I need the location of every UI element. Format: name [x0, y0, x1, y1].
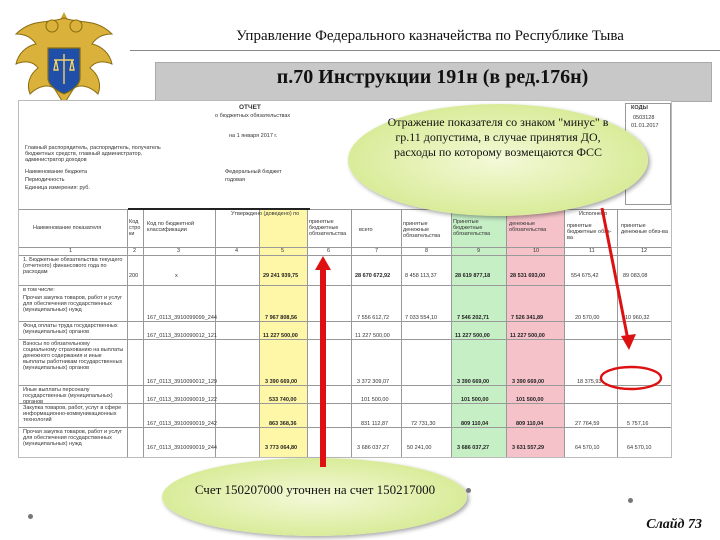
col-num-6: 6	[327, 248, 331, 254]
row-value: 101 500,00	[461, 397, 489, 403]
row-label: в том числе:	[23, 287, 55, 293]
form-title: ОТЧЕТ	[239, 104, 261, 111]
row-value: 50 241,00	[407, 445, 432, 451]
row-value: 8 458 113,37	[405, 273, 437, 279]
row-value: 89 083,08	[623, 273, 648, 279]
col-num-7: 7	[375, 248, 379, 254]
form-date: на 1 января 2017 г.	[229, 133, 278, 139]
label-authority: Главный распорядитель, распорядитель, получатель бюджетных средств, главный администратор, администратор доходов	[25, 145, 161, 163]
row-value: 3 390 669,00	[457, 379, 490, 385]
col-header-4: Утверждено (доведено) по	[231, 211, 300, 217]
row-value: 101 500,00	[516, 397, 544, 403]
row-value: 533 740,00	[269, 397, 297, 403]
header-divider	[130, 50, 720, 51]
row-label: Закупка товаров, работ, услуг в сфере информационно-коммуникационных технологий	[23, 405, 122, 423]
row-label: Прочая закупка товаров, работ и услуг для обеспечения государственных (муниципальных) нужд	[23, 295, 123, 313]
col-num-9: 9	[477, 248, 481, 254]
callout-minus-sign-text: Отражение показателя со знаком "минус" в гр.11 допустима, в случае принятия ДО, расходы по которому возмещаются ФСС	[387, 115, 609, 159]
row-value: 20 570,00	[575, 315, 600, 321]
col-header-1: Наименование показателя	[33, 225, 102, 231]
label-units: Единица измерения: руб.	[25, 185, 90, 191]
decor-dot	[628, 498, 633, 503]
col-header-11: принятые бюджетные обяз-ва	[567, 223, 612, 241]
col-header-3: Код по бюджетной классификации	[147, 221, 195, 233]
row-value: 72 731,30	[411, 421, 436, 427]
row-value: 831 112,87	[361, 421, 389, 427]
row-kbk: 167_0113_3910090019_122	[147, 397, 217, 403]
row-label: Взносы по обязательному социальному страхованию на выплаты денежного содержания и иные выплаты работникам государственных (муниципальных) органов	[23, 341, 124, 371]
row-label: 1. Бюджетные обязательства текущего (отчетного) финансового года по расходам	[23, 257, 123, 275]
row-value: 11 227 500,00	[355, 333, 390, 339]
col-header-9: денежные обязательства	[509, 221, 547, 233]
slide-number: Слайд 73	[646, 517, 702, 532]
row-value: 863 368,36	[269, 421, 297, 427]
col-num-3: 3	[177, 248, 181, 254]
col-num-2: 2	[133, 248, 137, 254]
row-value: 10 960,32	[625, 315, 650, 321]
form-subtitle: о бюджетных обязательствах	[215, 113, 291, 119]
col-num-11: 11	[589, 248, 595, 254]
col-num-1: 1	[69, 248, 73, 254]
row-value: 28 670 672,92	[355, 273, 391, 279]
slide-title: п.70 Инструкции 191н (в ред.176н)	[276, 66, 589, 88]
codes-header: КОДЫ	[631, 105, 648, 111]
col-header-12: принятые денежные обяз-ва	[621, 223, 668, 235]
label-budget: Наименование бюджета	[25, 169, 88, 175]
row-kbk: х	[175, 273, 178, 279]
row-value: 101 500,00	[361, 397, 389, 403]
row-value: 3 390 669,00	[512, 379, 545, 385]
col-header-2: Код стро ки	[129, 219, 141, 237]
row-kbk: 167_0113_3910090012_121	[147, 333, 217, 339]
col-num-8: 8	[425, 248, 429, 254]
row-value: 11 227 500,00	[263, 333, 298, 339]
row-value: 64 570,10	[627, 445, 652, 451]
row-value: 64 570,10	[575, 445, 600, 451]
organization-title: Управление Федерального казначейства по Республике Тыва	[236, 28, 624, 44]
row-value: 3 773 064,80	[265, 445, 298, 451]
callout-account-change-text: Счет 150207000 уточнен на счет 150217000	[194, 482, 436, 497]
row-value: 7 967 808,56	[265, 315, 298, 321]
col-num-12: 12	[641, 248, 648, 254]
row-value: 809 110,04	[516, 421, 544, 427]
col-num-5: 5	[281, 248, 285, 254]
label-periodicity: Периодичность	[25, 177, 65, 183]
row-value: 7 556 612,72	[357, 315, 390, 321]
col-num-4: 4	[235, 248, 239, 254]
row-value: 3 686 037,27	[357, 445, 390, 451]
row-kbk: 167_0113_3910090012_129	[147, 379, 217, 385]
row-value: 554 675,42	[571, 273, 599, 279]
col-num-10: 10	[533, 248, 540, 254]
row-label: Иные выплаты персоналу государственных (муниципальных) органов	[23, 387, 113, 405]
decor-dot	[28, 514, 33, 519]
row-value: 3 631 557,29	[512, 445, 545, 451]
row-value: 7 526 341,89	[511, 315, 544, 321]
row-value: 3 372 309,07	[357, 379, 390, 385]
row-value: 29 241 939,75	[263, 273, 299, 279]
row-value: 3 390 669,00	[265, 379, 298, 385]
periodicity-value: годовая	[225, 177, 245, 183]
row-code: 200	[129, 273, 139, 279]
col-header-5: принятые бюджетные обязательства	[309, 219, 347, 237]
row-value: 3 686 037,27	[457, 445, 490, 451]
row-value-highlighted: 18 375,93	[577, 379, 602, 385]
row-value: 28 531 693,00	[510, 273, 546, 279]
row-value: 11 227 500,00	[510, 333, 545, 339]
code-form: 0503128	[633, 115, 655, 121]
row-value: 27 764,59	[575, 421, 600, 427]
row-value: 809 110,04	[461, 421, 489, 427]
budget-name: Федеральный бюджет	[225, 169, 282, 175]
code-date: 01.01.2017	[631, 123, 659, 129]
col-header-6: всего	[359, 227, 373, 233]
row-value: 5 757,16	[627, 421, 649, 427]
row-kbk: 167_0113_3910090019_244	[147, 445, 217, 451]
row-value: 11 227 500,00	[455, 333, 490, 339]
decor-dot	[466, 488, 471, 493]
row-label: Фонд оплаты труда государственных (муниципальных) органов	[23, 323, 118, 335]
row-label: Прочая закупка товаров, работ и услуг для обеспечения государственных (муниципальных) нужд	[23, 429, 123, 447]
row-value: 28 619 877,18	[455, 273, 491, 279]
row-value: 7 546 202,71	[457, 315, 490, 321]
row-kbk: 167_0113_3910090019_242	[147, 421, 217, 427]
row-value: 7 033 554,10	[405, 315, 438, 321]
col-header-7: принятые денежные обязательства	[403, 221, 441, 239]
col-header-8: Принятые бюджетные обязательства	[453, 219, 491, 237]
row-kbk: 167_0113_3910099099_244	[147, 315, 217, 321]
col-header-10: Исполнено	[579, 211, 608, 217]
